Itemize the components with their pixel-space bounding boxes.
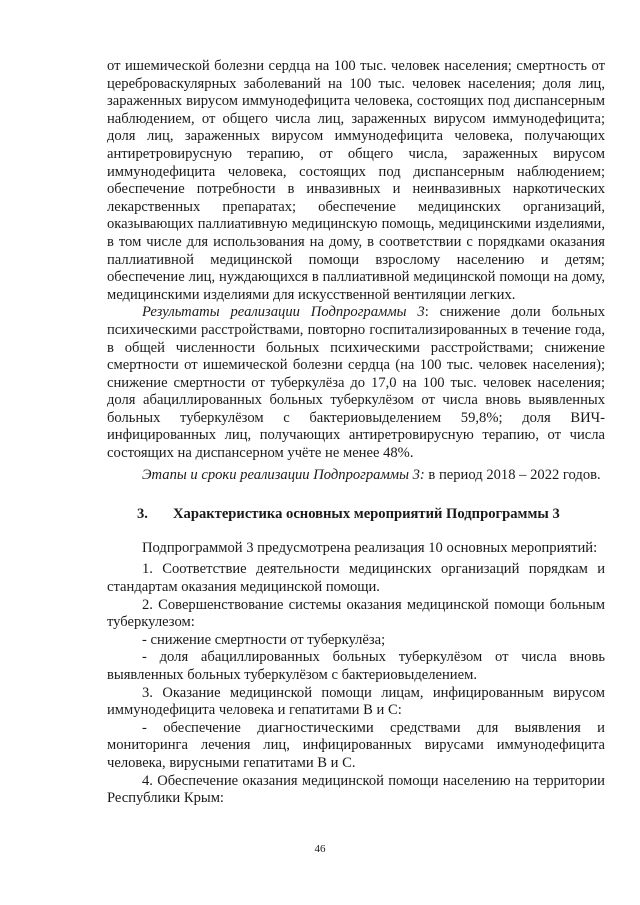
results-label: Результаты реализации Подпрограммы 3 — [142, 304, 425, 321]
results-paragraph — [107, 304, 605, 462]
document-body — [107, 58, 605, 808]
results-text: : снижение доли больных психическими расстройствами, повторно госпитализированных в течение года, в общей численности больных психическими расстройствами; снижение смертности от ишемической болезни сердца (на 100 тыс. человек населения); снижение смертности от туберкулёза до 17,0 на 100 тыс. человек населения; доля абациллированных больных туберкулёзом от числа вновь выявленных больных туберкулёзом с бактериовыделением 59,8%; доля ВИЧ-инфицированных лиц, получающих антиретровирусную терапию, от числа состоящих на диспансерном учёте не менее 48%. — [107, 304, 605, 462]
section-title: Характеристика основных мероприятий Подпрограммы 3 — [173, 506, 560, 523]
list-item: 2. Совершенствование системы оказания медицинской помощи больным туберкулезом: — [107, 596, 605, 631]
list-item: 1. Соответствие деятельности медицинских организаций порядкам и стандартам оказания медицинской помощи. — [107, 561, 605, 596]
list-subitem: - доля абациллированных больных туберкулёзом от числа вновь выявленных больных туберкулёзом с бактериовыделением. — [107, 649, 605, 683]
stages-paragraph — [107, 467, 605, 485]
list-item: 3. Оказание медицинской помощи лицам, инфицированным вирусом иммунодефицита человека и гепатитами В и С: — [107, 684, 605, 719]
continuation-paragraph: от ишемической болезни сердца на 100 тыс. человек населения; смертность от цереброваскулярных заболеваний на 100 тыс. человек населения; доля лиц, зараженных вирусом иммунодефицита человека, состоящих под диспансерным наблюдением, от общего числа лиц, зараженных вирусом иммунодефицита; доля лиц, зараженных вирусом иммунодефицита человека, получающих антиретровирусную терапию, от общего числа, зараженных вирусом иммунодефицита человека, состоящих под диспансерным наблюдением; обеспечение потребности в инвазивных и неинвазивных наркотических лекарственных препаратах; обеспечение медицинских организаций, оказывающих паллиативную медицинскую помощь, медицинскими изделиями, в том числе для использования на дому, в соответствии с порядками оказания паллиативной медицинской помощи взрослому населению и детям; обеспечение лиц, нуждающихся в паллиативной медицинской помощи на дому, медицинскими изделиями для искусственной вентиляции легких. — [107, 58, 605, 303]
stages-text: в период 2018 – 2022 годов. — [424, 466, 601, 483]
list-item: 4. Обеспечение оказания медицинской помощи населению на территории Республики Крым: — [107, 772, 605, 807]
stages-label: Этапы и сроки реализации Подпрограммы 3: — [142, 466, 425, 483]
section-heading — [107, 506, 605, 524]
items-intro: Подпрограммой 3 предусмотрена реализация 10 основных мероприятий: — [142, 539, 598, 556]
list-subitem: - снижение смертности от туберкулёза; — [142, 631, 386, 648]
section-number: 3. — [137, 506, 148, 523]
page-number: 46 — [314, 843, 326, 855]
list-subitem: - обеспечение диагностическими средствами для выявления и мониторинга лечения лиц, инфицированных вирусами иммунодефицита человека, вирусными гепатитами В и С. — [107, 719, 605, 771]
